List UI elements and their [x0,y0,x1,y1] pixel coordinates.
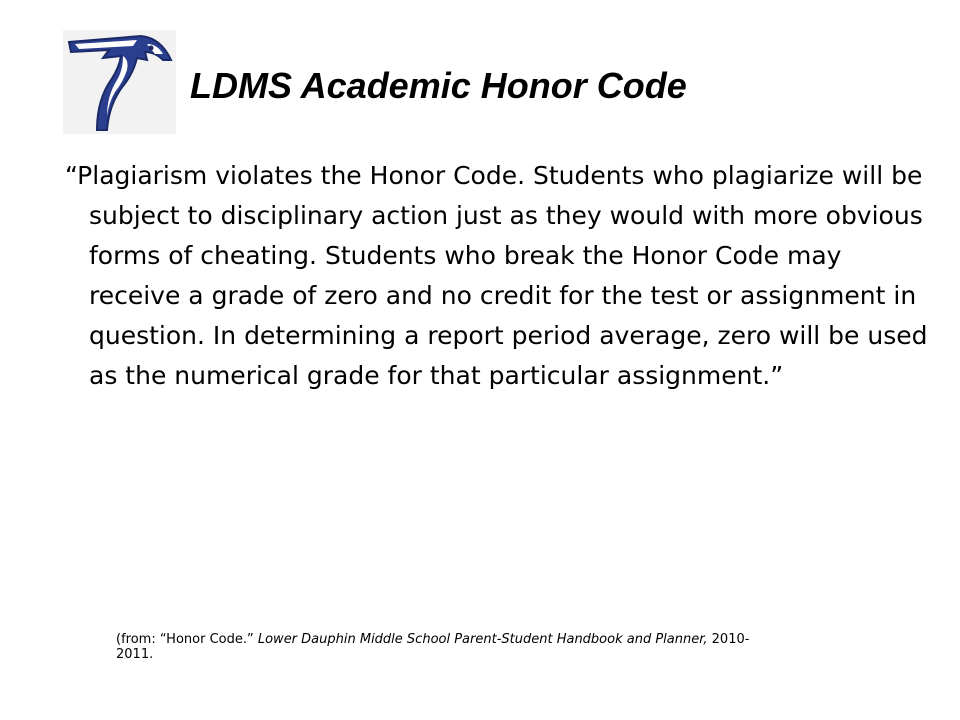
citation-suffix: 2010-2011. [116,632,750,662]
slide-title: LDMS Academic Honor Code [190,65,687,106]
falcon-logo-icon [63,30,176,134]
citation-prefix: (from: “Honor Code.” [116,632,258,647]
citation [116,632,756,662]
honor-code-quote: “Plagiarism violates the Honor Code. Students who plagiarize will be subject to disciplinary action just as they would with more obvious forms of cheating. Students who break the Honor Code may receive a grade of zero and no credit for the test or assignment in question. In determining a report period average, zero will be used as the numerical grade for that particular assignment.” [65,161,928,390]
citation-source: Lower Dauphin Middle School Parent-Student Handbook and Planner, [257,632,708,647]
falcon-logo-graphic [63,30,176,134]
